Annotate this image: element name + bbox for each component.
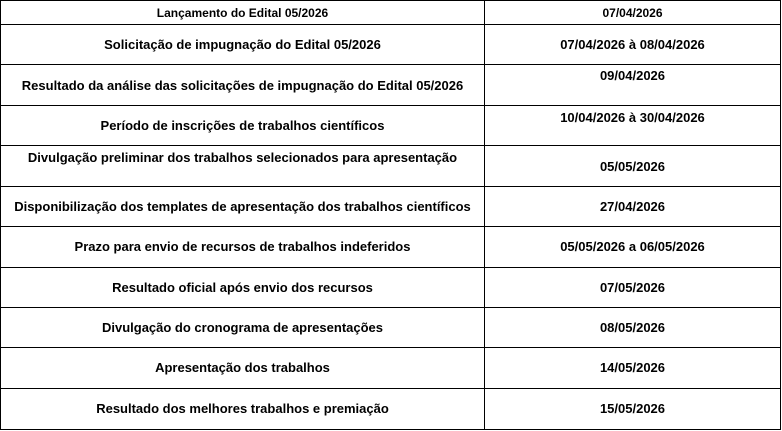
table-row xyxy=(1,25,781,65)
event-text: Prazo para envio de recursos de trabalhos indeferidos xyxy=(74,239,411,254)
event-cell xyxy=(1,227,485,268)
event-text: Divulgação do cronograma de apresentações xyxy=(101,320,384,335)
date-cell xyxy=(485,187,781,227)
date-cell xyxy=(485,106,781,146)
date-cell xyxy=(485,65,781,106)
table-row xyxy=(1,65,781,106)
date-cell xyxy=(485,1,781,25)
date-text: 07/05/2026 xyxy=(599,280,666,295)
date-text: 09/04/2026 xyxy=(599,68,666,83)
date-text: 14/05/2026 xyxy=(599,360,666,375)
event-cell xyxy=(1,187,485,227)
event-text: Apresentação dos trabalhos xyxy=(155,360,330,375)
date-cell xyxy=(485,146,781,187)
event-text: Período de inscrições de trabalhos científicos xyxy=(100,118,385,133)
table-row xyxy=(1,227,781,268)
table-header-row xyxy=(1,1,781,25)
date-text: 27/04/2026 xyxy=(599,199,666,214)
event-cell xyxy=(1,348,485,389)
event-cell xyxy=(1,65,485,106)
date-cell xyxy=(485,25,781,65)
event-text: Divulgação preliminar dos trabalhos selecionados para apresentação xyxy=(27,150,458,165)
table-row xyxy=(1,389,781,430)
table-row xyxy=(1,348,781,389)
event-cell xyxy=(1,308,485,348)
date-text: 08/05/2026 xyxy=(599,320,666,335)
event-cell xyxy=(1,146,485,187)
date-text: 07/04/2026 xyxy=(602,6,663,20)
date-text: 05/05/2026 a 06/05/2026 xyxy=(560,239,705,254)
date-text: 10/04/2026 à 30/04/2026 xyxy=(560,110,705,125)
table-row xyxy=(1,268,781,308)
table-row xyxy=(1,308,781,348)
event-cell xyxy=(1,25,485,65)
date-cell xyxy=(485,268,781,308)
event-text: Resultado dos melhores trabalhos e premiação xyxy=(96,401,389,416)
event-cell xyxy=(1,268,485,308)
date-text: 15/05/2026 xyxy=(599,401,666,416)
event-cell xyxy=(1,106,485,146)
date-cell xyxy=(485,348,781,389)
event-text: Resultado da análise das solicitações de impugnação do Edital 05/2026 xyxy=(21,78,464,93)
table-row xyxy=(1,187,781,227)
event-cell xyxy=(1,389,485,430)
date-cell xyxy=(485,308,781,348)
date-text: 05/05/2026 xyxy=(599,159,666,174)
event-cell xyxy=(1,1,485,25)
date-text: 07/04/2026 à 08/04/2026 xyxy=(560,37,705,52)
table-row xyxy=(1,146,781,187)
table-row xyxy=(1,106,781,146)
event-text: Solicitação de impugnação do Edital 05/2026 xyxy=(104,37,381,52)
date-cell xyxy=(485,389,781,430)
date-cell xyxy=(485,227,781,268)
event-text: Lançamento do Edital 05/2026 xyxy=(156,6,329,20)
event-text: Disponibilização dos templates de apresentação dos trabalhos científicos xyxy=(14,199,471,214)
event-text: Resultado oficial após envio dos recursos xyxy=(112,280,373,295)
